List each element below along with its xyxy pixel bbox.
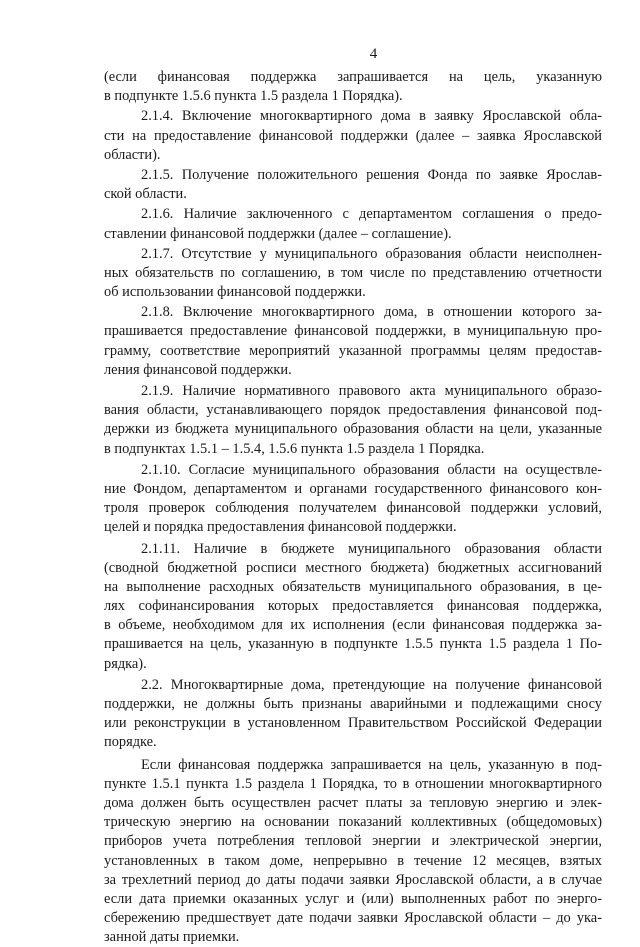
- text-line: об использовании финансовой поддержки.: [104, 284, 366, 301]
- text-line: троля проверок соблюдения получателем финансовой поддержки условий,: [104, 500, 602, 517]
- text-line: 2.1.8. Включение многоквартирного дома, в отношении которого за-: [141, 304, 602, 321]
- text-line: 2.1.11. Наличие в бюджете муниципального образования области: [141, 540, 602, 557]
- text-line: ской области.: [104, 186, 187, 203]
- text-line: ставлении финансовой поддержки (далее – соглашение).: [104, 225, 452, 242]
- text-line: прашивается предоставление финансовой поддержки, в муниципальную про-: [104, 323, 602, 340]
- text-line: ных обязательств по соглашению, в том числе по представлению отчетности: [104, 264, 602, 281]
- text-line: (если финансовая поддержка запрашивается на цель, указанную: [104, 69, 602, 85]
- text-line: приборов учета потребления тепловой энергии и электрической энергии,: [104, 833, 602, 850]
- text-line: пункте 1.5.1 пункта 1.5 раздела 1 Порядка, то в отношении многоквартирного: [104, 775, 602, 792]
- text-line: прашивается на цель, указанную в подпункте 1.5.5 пункта 1.5 раздела 1 По-: [104, 636, 602, 653]
- text-line: установленных в таком доме, непрерывно в течение 12 месяцев, взятых: [104, 852, 602, 869]
- text-line: 2.1.7. Отсутствие у муниципального образования области неисполнен-: [141, 245, 602, 262]
- text-line: в объеме, необходимом для их исполнения (если финансовая поддержка за-: [104, 617, 602, 634]
- text-line: ления финансовой поддержки.: [104, 361, 292, 378]
- text-line: на выполнение расходных обязательств муниципального образования, в це-: [104, 578, 602, 595]
- document-body: [104, 68, 602, 947]
- text-line: Если финансовая поддержка запрашивается на цель, указанную в под-: [141, 756, 602, 773]
- text-line: 2.1.6. Наличие заключенного с департаментом соглашения о предо-: [141, 206, 602, 223]
- text-line: (сводной бюджетной росписи местного бюджета) бюджетных ассигнований: [104, 559, 602, 576]
- text-line: целей и порядка предоставления финансовой поддержки.: [104, 519, 457, 536]
- text-line: или реконструкции в установленном Правительством Российской Федерации: [104, 715, 602, 732]
- page-number: 4: [369, 46, 378, 62]
- text-line: занной даты приемки.: [104, 929, 240, 946]
- text-line: за трехлетний период до даты подачи заявки Ярославской области, а в случае: [104, 871, 602, 888]
- text-line: 2.1.10. Согласие муниципального образования области на осуществле-: [141, 461, 602, 478]
- text-line: области).: [104, 146, 161, 163]
- text-line: лях софинансирования которых предоставляется финансовая поддержка,: [104, 598, 602, 615]
- text-line: грамму, соответствие мероприятий указанной программы целям предостав-: [104, 342, 602, 359]
- text-line: ние Фондом, департаментом и органами государственного финансового кон-: [104, 480, 602, 497]
- text-line: 2.1.4. Включение многоквартирного дома в заявку Ярославской обла-: [141, 108, 602, 125]
- text-line: поддержки, не должны быть признаны аварийными и подлежащими сносу: [104, 696, 602, 712]
- text-line: сти на предоставление финансовой поддержки (далее – заявка Ярославской: [104, 127, 602, 144]
- text-line: 2.2. Многоквартирные дома, претендующие на получение финансовой: [141, 676, 602, 693]
- text-line: порядке.: [104, 734, 157, 751]
- text-line: если дата приемки оказанных услуг и (или) выполненных работ по энерго-: [104, 890, 602, 907]
- text-line: сбережению предшествует дате подачи заявки Ярославской области – до ука-: [104, 910, 602, 927]
- text-line: вания области, устанавливающего порядок предоставления финансовой под-: [104, 402, 602, 419]
- text-line: 2.1.9. Наличие нормативного правового акта муниципального образо-: [141, 383, 602, 399]
- text-line: дома должен быть осуществлен расчет платы за тепловую энергию и элек-: [104, 794, 602, 811]
- text-line: в подпункте 1.5.6 пункта 1.5 раздела 1 Порядка).: [104, 88, 403, 105]
- text-line: держки из бюджета муниципального образования области на цели, указанные: [104, 421, 602, 438]
- text-line: трическую энергию на основании показаний коллективных (общедомовых): [104, 814, 602, 831]
- text-line: в подпунктах 1.5.1 – 1.5.4, 1.5.6 пункта 1.5 раздела 1 Порядка.: [104, 440, 485, 457]
- text-line: 2.1.5. Получение положительного решения Фонда по заявке Ярослав-: [141, 166, 602, 183]
- text-line: рядка).: [104, 655, 147, 672]
